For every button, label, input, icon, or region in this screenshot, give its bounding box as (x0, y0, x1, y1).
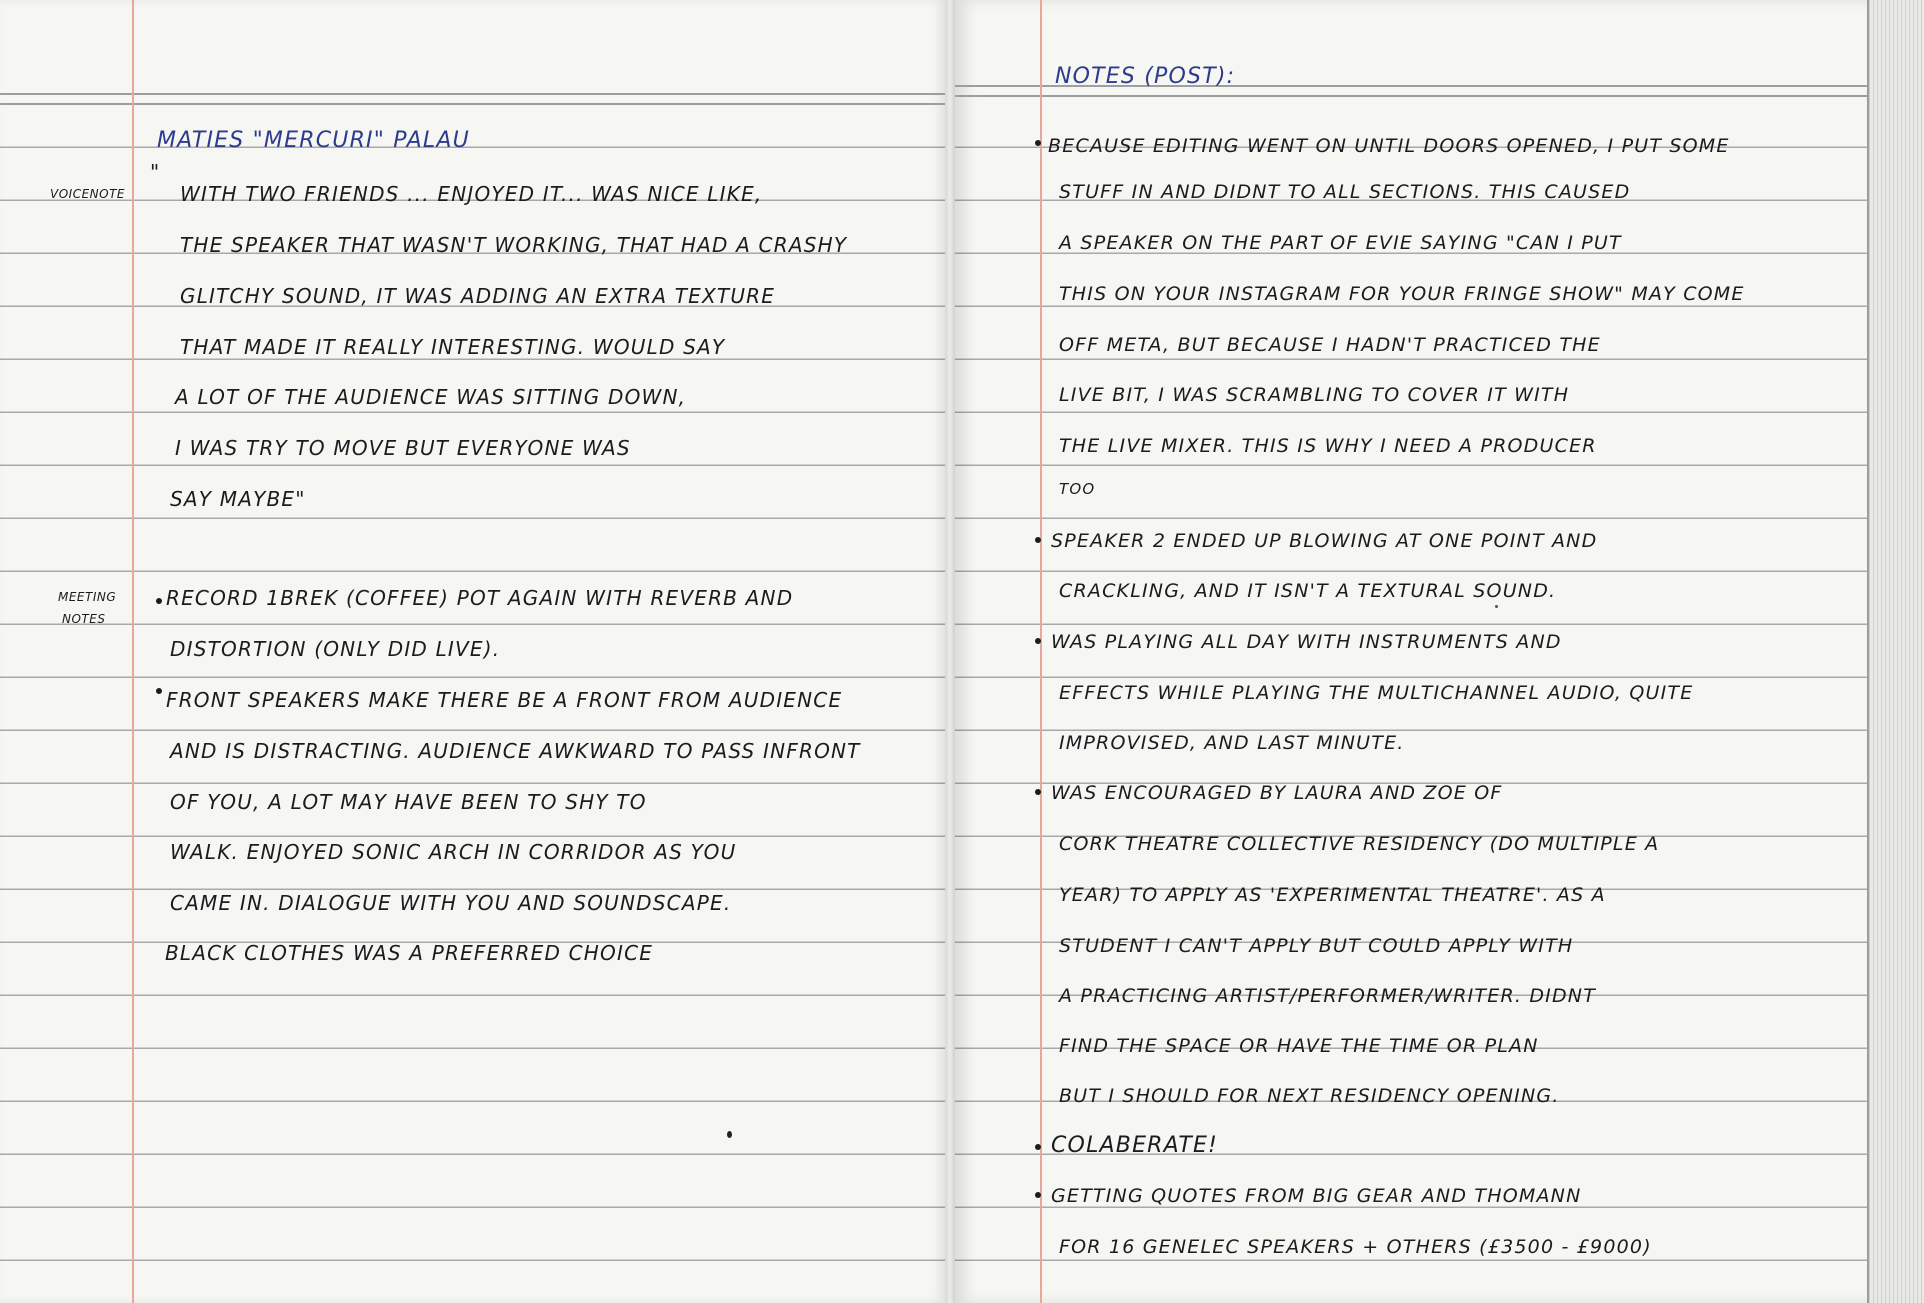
ink-speck (1495, 605, 1498, 608)
notes-line: LIVE BIT, I WAS SCRAMBLING TO COVER IT WITH (1059, 384, 1570, 406)
notes-line: THE LIVE MIXER. THIS IS WHY I NEED A PRODUCER (1059, 435, 1597, 457)
bullet (1035, 537, 1041, 543)
meeting-line: DISTORTION (ONLY DID LIVE). (170, 637, 501, 661)
voicenote-line: THAT MADE IT REALLY INTERESTING. WOULD SAY (180, 335, 726, 359)
bullet (156, 688, 162, 694)
margin-line (132, 0, 134, 1303)
top-rule (0, 93, 945, 95)
bullet (1035, 789, 1041, 795)
bullet (1035, 1192, 1041, 1198)
bullet (1035, 140, 1041, 146)
notes-line: IMPROVISED, AND LAST MINUTE. (1059, 732, 1405, 754)
voicenote-line: A LOT OF THE AUDIENCE WAS SITTING DOWN, (175, 385, 687, 409)
meeting-line: OF YOU, A LOT MAY HAVE BEEN TO SHY TO (170, 790, 647, 814)
notes-line: EFFECTS WHILE PLAYING THE MULTICHANNEL AUDIO, QUITE (1059, 682, 1694, 704)
margin-line (1040, 0, 1042, 1303)
margin-label-voicenote: VOICENOTE (50, 187, 125, 201)
bullet (1035, 1144, 1041, 1150)
top-rule (0, 103, 945, 105)
notes-line: BUT I SHOULD FOR NEXT RESIDENCY OPENING. (1059, 1085, 1560, 1107)
notes-line: CRACKLING, AND IT ISN'T A TEXTURAL SOUND. (1059, 580, 1557, 602)
meeting-line: CAME IN. DIALOGUE WITH YOU AND SOUNDSCAPE. (170, 891, 732, 915)
voicenote-open-quote: " (150, 160, 161, 184)
notes-line: YEAR) TO APPLY AS 'EXPERIMENTAL THEATRE'. AS A (1059, 884, 1606, 906)
notes-line: CORK THEATRE COLLECTIVE RESIDENCY (DO MULTIPLE A (1059, 833, 1660, 855)
margin-label-meeting: MEETING (58, 590, 117, 604)
page-edges (1867, 0, 1924, 1303)
margin-label-notes: NOTES (62, 612, 106, 626)
notes-line: TOO (1059, 480, 1096, 498)
notes-line: FIND THE SPACE OR HAVE THE TIME OR PLAN (1059, 1035, 1539, 1057)
voicenote-line: THE SPEAKER THAT WASN'T WORKING, THAT HAD A CRASHY (180, 233, 848, 257)
notes-line: STUDENT I CAN'T APPLY BUT COULD APPLY WITH (1059, 935, 1574, 957)
bullet (1035, 638, 1041, 644)
notes-line: OFF META, BUT BECAUSE I HADN'T PRACTICED THE (1059, 334, 1601, 356)
notes-line: SPEAKER 2 ENDED UP BLOWING AT ONE POINT AND (1051, 530, 1598, 552)
meeting-line: FRONT SPEAKERS MAKE THERE BE A FRONT FROM AUDIENCE (166, 688, 843, 712)
meeting-line: RECORD 1BREK (COFFEE) POT AGAIN WITH REVERB AND (166, 586, 794, 610)
notes-line: STUFF IN AND DIDNT TO ALL SECTIONS. THIS CAUSED (1059, 181, 1631, 203)
book-gutter (945, 0, 955, 1303)
notes-line: A PRACTICING ARTIST/PERFORMER/WRITER. DIDNT (1059, 985, 1597, 1007)
right-page (955, 0, 1867, 1303)
notes-line: THIS ON YOUR INSTAGRAM FOR YOUR FRINGE SHOW" MAY COME (1059, 283, 1745, 305)
meeting-line: BLACK CLOTHES WAS A PREFERRED CHOICE (165, 941, 654, 965)
notes-line: GETTING QUOTES FROM BIG GEAR AND THOMANN (1051, 1185, 1582, 1207)
voicenote-line: WITH TWO FRIENDS ... ENJOYED IT... WAS NICE LIKE, (180, 182, 763, 206)
notes-line: A SPEAKER ON THE PART OF EVIE SAYING "CAN I PUT (1059, 232, 1622, 254)
voicenote-line: I WAS TRY TO MOVE BUT EVERYONE WAS (175, 436, 631, 460)
notes-line: COLABERATE! (1051, 1133, 1219, 1158)
left-page-title: MATIES "MERCURI" PALAU (157, 128, 470, 153)
notes-line: WAS ENCOURAGED BY LAURA AND ZOE OF (1051, 782, 1503, 804)
ink-dot (727, 1131, 732, 1138)
voicenote-line: SAY MAYBE" (170, 487, 306, 511)
right-page-title: NOTES (POST): (1055, 64, 1236, 89)
bullet (156, 598, 162, 604)
meeting-line: AND IS DISTRACTING. AUDIENCE AWKWARD TO PASS INFRONT (170, 739, 861, 763)
notes-line: WAS PLAYING ALL DAY WITH INSTRUMENTS AND (1051, 631, 1562, 653)
meeting-line: WALK. ENJOYED SONIC ARCH IN CORRIDOR AS YOU (170, 840, 737, 864)
notes-line: FOR 16 GENELEC SPEAKERS + OTHERS (£3500 - £9000) (1059, 1236, 1652, 1258)
notes-line: BECAUSE EDITING WENT ON UNTIL DOORS OPENED, I PUT SOME (1048, 135, 1730, 157)
top-rule (955, 95, 1867, 97)
voicenote-line: GLITCHY SOUND, IT WAS ADDING AN EXTRA TEXTURE (180, 284, 776, 308)
left-page (0, 0, 945, 1303)
